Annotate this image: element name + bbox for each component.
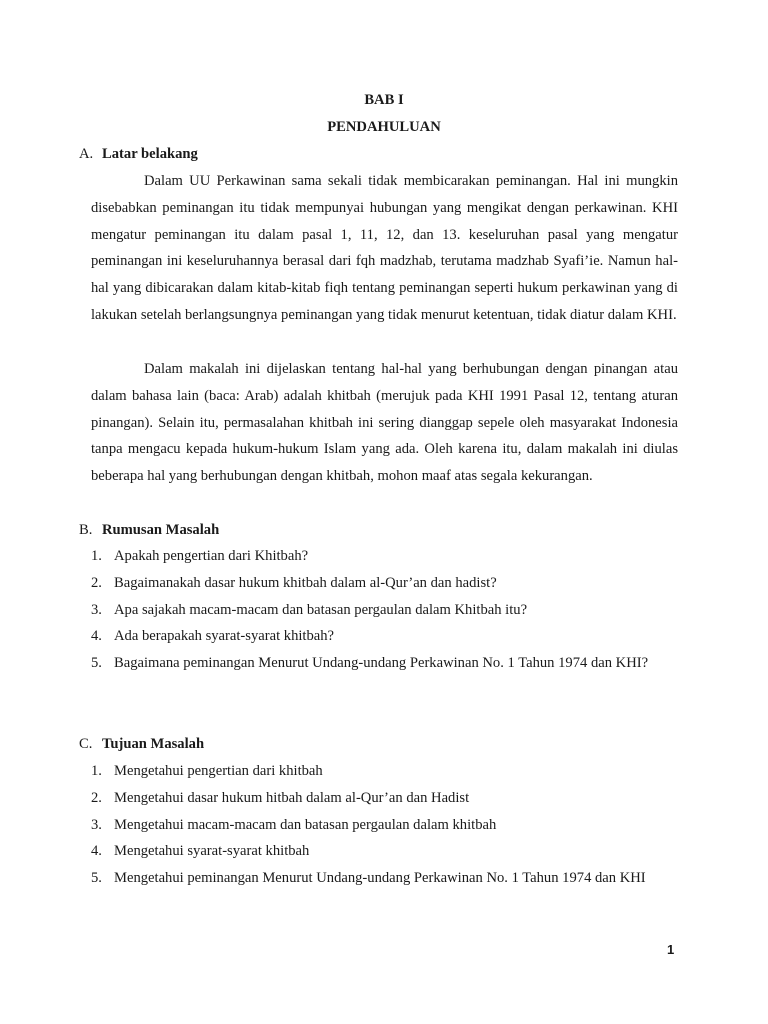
section-a-paragraph-2: Dalam makalah ini dijelaskan tentang hal-hal yang berhubungan dengan pinangan atau dalam bahasa lain (baca: Arab) adalah khitbah (merujuk pada KHI 1991 Pasal 12, tentang aturan pinangan). Selain itu, permasalahan khitbah ini sering dianggap sepele oleh masyarakat Indonesia tanpa mengacu kepada hukum-hukum Islam yang ada. Oleh karena itu, dalam makalah ini diulas beberapa hal yang berhubungan dengan khitbah, mohon maaf atas segala kekurangan. — [91, 361, 678, 485]
list-item: 2. Mengetahui dasar hukum hitbah dalam al-Qur’an dan Hadist — [91, 789, 470, 806]
section-b-list — [91, 543, 648, 677]
section-c-title: Tujuan Masalah — [102, 736, 205, 752]
list-item: 3. Mengetahui macam-macam dan batasan pergaulan dalam khitbah — [91, 816, 497, 833]
chapter-title: PENDAHULUAN — [327, 119, 441, 135]
section-c-heading — [79, 736, 204, 753]
list-item: 4. Ada berapakah syarat-syarat khitbah? — [91, 628, 335, 645]
chapter-label: BAB I — [364, 92, 404, 108]
section-c-letter: C. — [79, 736, 93, 752]
page-number: 1 — [667, 942, 675, 957]
section-a-paragraph-1: Dalam UU Perkawinan sama sekali tidak membicarakan peminangan. Hal ini mungkin disebabkan peminangan itu tidak mempunyai hubungan yang mengikat dengan perkawinan. KHI mengatur peminangan itu dalam pasal 1, 11, 12, dan 13. keseluruhan pasal yang mengatur peminangan ini keseluruhannya berasal dari fqh madzhab, terutama madzhab Syafi’ie. Namun hal-hal yang dibicarakan dalam kitab-kitab fiqh tentang peminangan seperti hukum perkawinan yang di lakukan setelah berlangsungnya peminangan yang tidak menurut ketentuan, tidak diatur dalam KHI. — [91, 173, 678, 323]
section-a-letter: A. — [79, 146, 94, 162]
section-a-heading — [79, 146, 198, 163]
section-b-letter: B. — [79, 522, 93, 538]
section-b-heading — [79, 522, 219, 539]
list-item: 4. Mengetahui syarat-syarat khitbah — [91, 843, 310, 860]
section-a-title: Latar belakang — [102, 146, 198, 162]
list-item: 1. Apakah pengertian dari Khitbah? — [91, 548, 309, 564]
list-item: 1. Mengetahui pengertian dari khitbah — [91, 763, 323, 779]
list-item: 5. Bagaimana peminangan Menurut Undang-undang Perkawinan No. 1 Tahun 1974 dan KHI? — [91, 655, 649, 672]
list-item: 2. Bagaimanakah dasar hukum khitbah dalam al-Qur’an dan hadist? — [91, 574, 497, 591]
section-b-title: Rumusan Masalah — [102, 522, 220, 538]
list-item: 3. Apa sajakah macam-macam dan batasan pergaulan dalam Khitbah itu? — [91, 601, 528, 618]
section-c-list — [91, 758, 646, 892]
list-item: 5. Mengetahui peminangan Menurut Undang-undang Perkawinan No. 1 Tahun 1974 dan KHI — [91, 870, 646, 887]
